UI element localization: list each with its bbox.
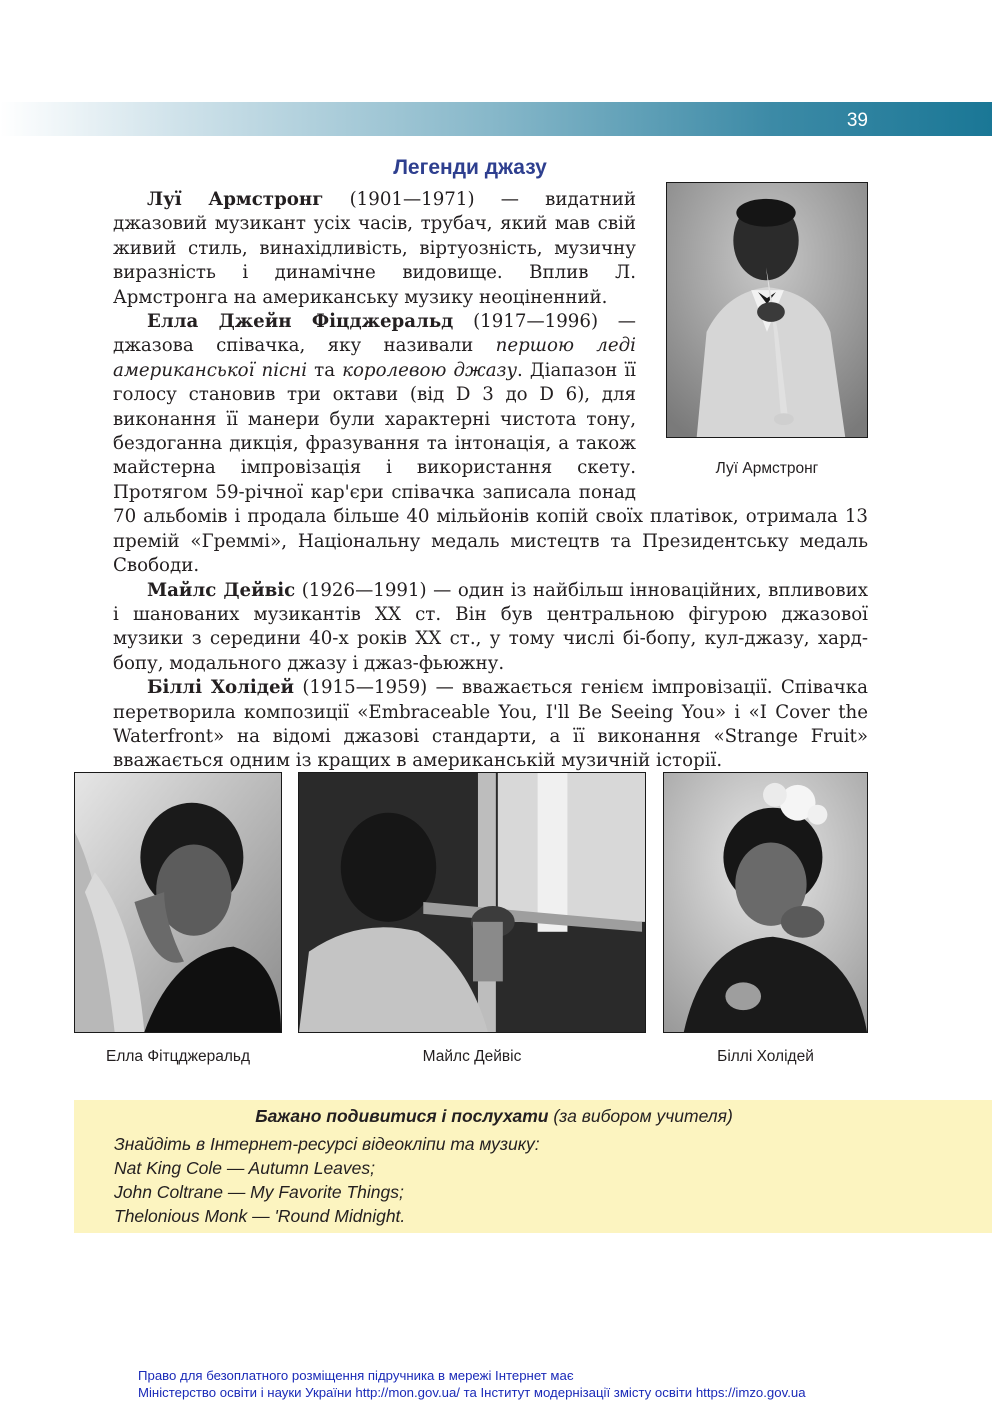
listen-line: Nat King Cole — Autumn Leaves; [114, 1158, 376, 1178]
listen-line: Знайдіть в Інтернет-ресурсі відеокліпи та музику: [114, 1134, 540, 1154]
name-holiday: Біллі Холідей [147, 677, 295, 699]
listen-line: Thelonious Monk — 'Round Midnight. [114, 1206, 406, 1226]
section-title: Легенди джазу [393, 156, 547, 179]
name-davis: Майлс Дейвіс [147, 579, 296, 601]
paragraph-armstrong: Луї Армстронг (1901—1971) — видатний джазовий музикант усіх часів, трубач, який мав свій живий стиль, винахідливість, віртуозність, музичну виразність і динамічне видовище. Вплив Л. Армстронга на американську музику неоціненний. [113, 189, 636, 308]
paragraph-holiday: Біллі Холідей (1915—1959) — вважається генієм імпровізації. Співачка перетворила композиції «Embraceable You, I'll Be Seeing You» і «I Cover the Waterfront» на відомі джазові стандарти, а її виконання «Strange Fruit» вважається одним із кращих в американській музичній історії. [113, 677, 868, 772]
name-fitzgerald: Елла Джейн Фіцджеральд [147, 311, 454, 333]
caption-fitzgerald: Елла Фітцджеральд [106, 1048, 250, 1065]
listen-line: John Coltrane — My Favorite Things; [114, 1182, 404, 1202]
caption-armstrong: Луї Армстронг [715, 460, 819, 477]
paragraph-davis: Майлс Дейвіс (1926—1991) — один із найбільш інноваційних, впливових і шанованих музикантів XX ст. Він був центральною фігурою джазової музики з середини 40-х років XX ст., у тому числі бі-бопу, кул-джазу, хард-бопу, модального джазу і джаз-фьюжну. [113, 579, 868, 674]
footer-line: Міністерство освіти і науки України http://mon.gov.ua/ та Інститут модернізації змісту освіти https://imzo.gov.ua [138, 1385, 806, 1400]
name-armstrong: Луї Армстронг [147, 189, 324, 210]
listen-box-title: Бажано подивитися і послухати (за вибором учителя) [255, 1106, 733, 1126]
photo-fitzgerald [74, 772, 282, 1033]
footer [138, 1367, 898, 1401]
footer-line: Право для безоплатного розміщення підручника в мережі Інтернет має [138, 1368, 574, 1383]
listen-box [74, 1100, 992, 1233]
photo-holiday [663, 772, 868, 1033]
page-number: 39 [846, 110, 868, 131]
photo-davis [298, 772, 646, 1033]
header-band [0, 102, 992, 136]
caption-davis: Майлс Дейвіс [422, 1048, 522, 1065]
photo-armstrong [666, 182, 868, 438]
paragraph-fitzgerald: Елла Джейн Фіцджеральд (1917—1996) — джазова співачка, яку називали першою леді американської пісні та королевою джазу. Діапазон її голосу становив три октави (від D 3 до D 6), для виконання її манери були характерні чистота тону, бездоганна дикція, фразування та інтонація, а також майстерна імпровізація і використання скету. Протягом 59-річної кар'єри співачка записала понад 70 альбомів і продала більше 40 мільйонів копій своїх платівок, отримала 13 премій «Греммі», Національну медаль мистецтв та Президентську медаль Свободи. [113, 311, 868, 577]
caption-holiday: Біллі Холідей [717, 1048, 814, 1065]
